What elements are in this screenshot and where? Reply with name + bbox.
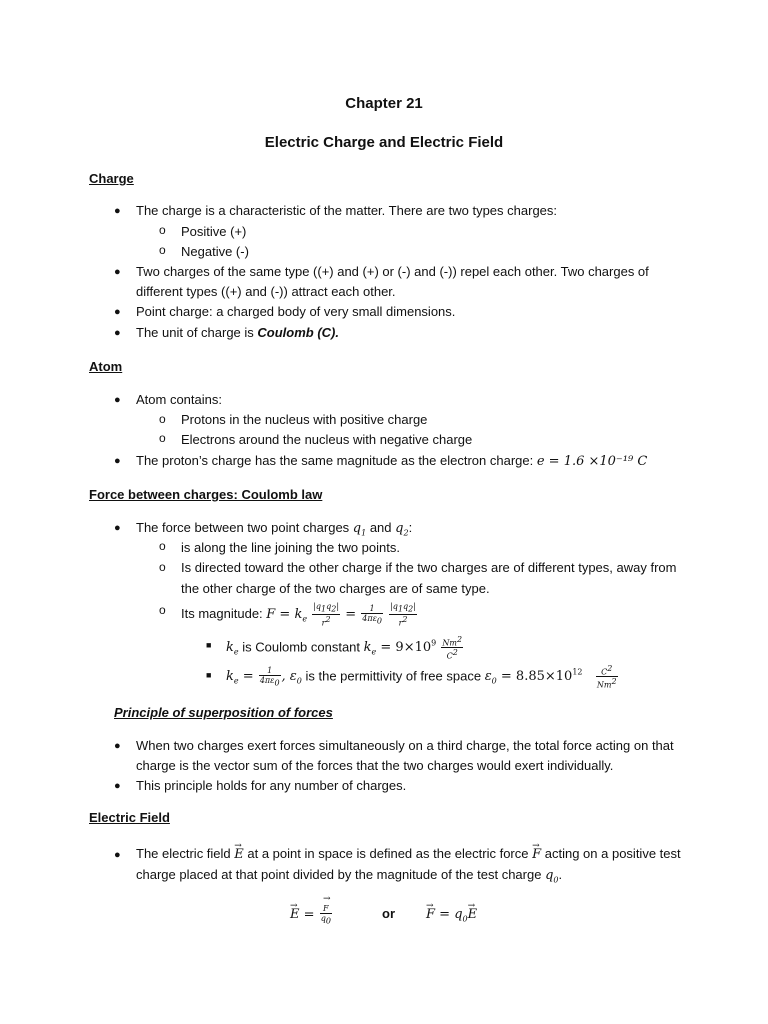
bullet-icon: ● bbox=[114, 740, 121, 752]
bullet-icon: ● bbox=[114, 306, 121, 318]
eps0-value: $\varepsilon_0 = 8.85\times 10^{12}$ $\frac{C^2}{Nm^2}$ bbox=[484, 663, 617, 690]
circle-bullet-icon: o bbox=[159, 243, 166, 257]
superposition-bullet-2: This principle holds for any number of charges. bbox=[136, 778, 407, 793]
atom-protons: Protons in the nucleus with positive charge bbox=[181, 412, 428, 427]
coulomb-sub-1: is along the line joining the two points. bbox=[181, 540, 400, 555]
bullet-icon: ● bbox=[114, 455, 121, 467]
chapter-number: Chapter 21 bbox=[345, 95, 423, 112]
force-formula: → $F = q_0\to E$ bbox=[426, 904, 477, 931]
section-heading-electric-field: Electric Field bbox=[89, 810, 170, 825]
superposition-line2: charge is the vector sum of the forces that the two charges would exert individually. bbox=[136, 758, 614, 773]
circle-bullet-icon: o bbox=[159, 431, 166, 445]
charge-bullet-4 bbox=[136, 325, 339, 341]
q2-symbol: $q_2$ bbox=[395, 521, 409, 538]
charge-unit-emph: Coulomb (C). bbox=[257, 325, 339, 340]
coulomb-and: and bbox=[366, 520, 396, 535]
bullet-icon: ● bbox=[114, 394, 121, 406]
field-line1 bbox=[136, 846, 681, 863]
charge-unit-prefix: The unit of charge is bbox=[136, 325, 258, 340]
bullet-icon: ● bbox=[114, 327, 121, 339]
section-heading-coulomb: Force between charges: Coulomb law bbox=[89, 487, 323, 502]
square-bullet-icon: ■ bbox=[206, 670, 212, 680]
circle-bullet-icon: o bbox=[159, 223, 166, 237]
charge-positive: Positive (+) bbox=[181, 224, 247, 239]
coulomb-bullet-1: The force between two point charges $q_1$ and $q_2$: bbox=[136, 520, 413, 538]
section-heading-charge: Charge bbox=[89, 171, 134, 186]
permittivity-line bbox=[226, 663, 619, 692]
coulomb-formula: $F = k_e$ $\frac{|q_1q_2|}{r^2}$ = $\frac{1}{4\pi\varepsilon_0}$ $\frac{|q_1q_2|}{r^2}$ bbox=[266, 602, 416, 628]
permittivity-text: is the permittivity of free space bbox=[301, 668, 485, 684]
coulomb-sub-2-line2: the other charge of the two charges are of same type. bbox=[181, 581, 490, 596]
field-line2: charge placed at that point divided by the magnitude of the test charge $q_0$. bbox=[136, 867, 563, 885]
circle-bullet-icon: o bbox=[159, 603, 166, 617]
charge-negative: Negative (-) bbox=[181, 244, 249, 259]
charge-bullet-1: The charge is a characteristic of the matter. There are two types charges: bbox=[136, 203, 558, 218]
ke-value: $k_e = 9\times 10^9$ $\frac{Nm^2}{C^2}$ bbox=[363, 634, 463, 661]
electron-charge-value: e = 1.6 ×10⁻¹⁹ C bbox=[536, 454, 648, 469]
field-text-1: The electric field bbox=[136, 846, 235, 861]
superposition-line1: When two charges exert forces simultaneously on a third charge, the total force acting on that bbox=[136, 738, 674, 753]
coulomb-bullet-1-text: The force between two point charges bbox=[136, 520, 353, 535]
proton-charge-text: The proton’s charge has the same magnitude as the electron charge: bbox=[136, 453, 537, 468]
charge-bullet-3: Point charge: a charged body of very small dimensions. bbox=[136, 304, 456, 319]
q1-symbol: $q_1$ bbox=[352, 521, 367, 538]
charge-bullet-2-line1: Two charges of the same type ((+) and (+) or (-) and (-)) repel each other. Two charges of bbox=[136, 264, 649, 279]
charge-bullet-2-line2: different types ((+) and (-)) attract each other. bbox=[136, 284, 396, 299]
coulomb-constant-text: is Coulomb constant bbox=[238, 639, 364, 655]
field-text-3: acting on a positive test bbox=[541, 846, 681, 861]
ke-symbol: $k_e$ bbox=[226, 640, 239, 657]
coulomb-sub-2-line1: Is directed toward the other charge if the two charges are of different types, away from bbox=[181, 560, 677, 575]
field-text-2: at a point in space is defined as the electric force bbox=[243, 846, 533, 861]
field-line2-text: charge placed at that point divided by the magnitude of the test charge bbox=[136, 867, 546, 882]
field-definition-formula: → E = → $\frac{F}{q_0}$ bbox=[290, 904, 333, 926]
bullet-icon: ● bbox=[114, 266, 121, 278]
section-heading-atom: Atom bbox=[89, 359, 123, 374]
circle-bullet-icon: o bbox=[159, 412, 166, 426]
f-vector-symbol: → F bbox=[532, 847, 541, 863]
e-vector-symbol: → E bbox=[234, 847, 244, 863]
circle-bullet-icon: o bbox=[159, 539, 166, 553]
square-bullet-icon: ■ bbox=[206, 640, 212, 650]
ke-eps-formula: $k_e$ = $\frac{1}{4\pi\varepsilon_0}$ , $\varepsilon_0$ bbox=[226, 666, 302, 688]
q0-symbol: $q_0$ bbox=[545, 868, 559, 885]
section-heading-superposition: Principle of superposition of forces bbox=[114, 705, 333, 720]
bullet-icon: ● bbox=[114, 849, 121, 861]
magnitude-label: Its magnitude: bbox=[181, 606, 267, 622]
bullet-icon: ● bbox=[114, 522, 121, 534]
circle-bullet-icon: o bbox=[159, 560, 166, 574]
or-word: or bbox=[382, 906, 395, 921]
chapter-title: Electric Charge and Electric Field bbox=[264, 134, 504, 151]
atom-bullet-2 bbox=[136, 453, 647, 470]
coulomb-constant-line bbox=[226, 634, 464, 663]
atom-bullet-1: Atom contains: bbox=[136, 392, 222, 407]
bullet-icon: ● bbox=[114, 780, 121, 792]
coulomb-magnitude bbox=[181, 602, 418, 630]
bullet-icon: ● bbox=[114, 205, 121, 217]
atom-electrons: Electrons around the nucleus with negative charge bbox=[181, 432, 473, 447]
